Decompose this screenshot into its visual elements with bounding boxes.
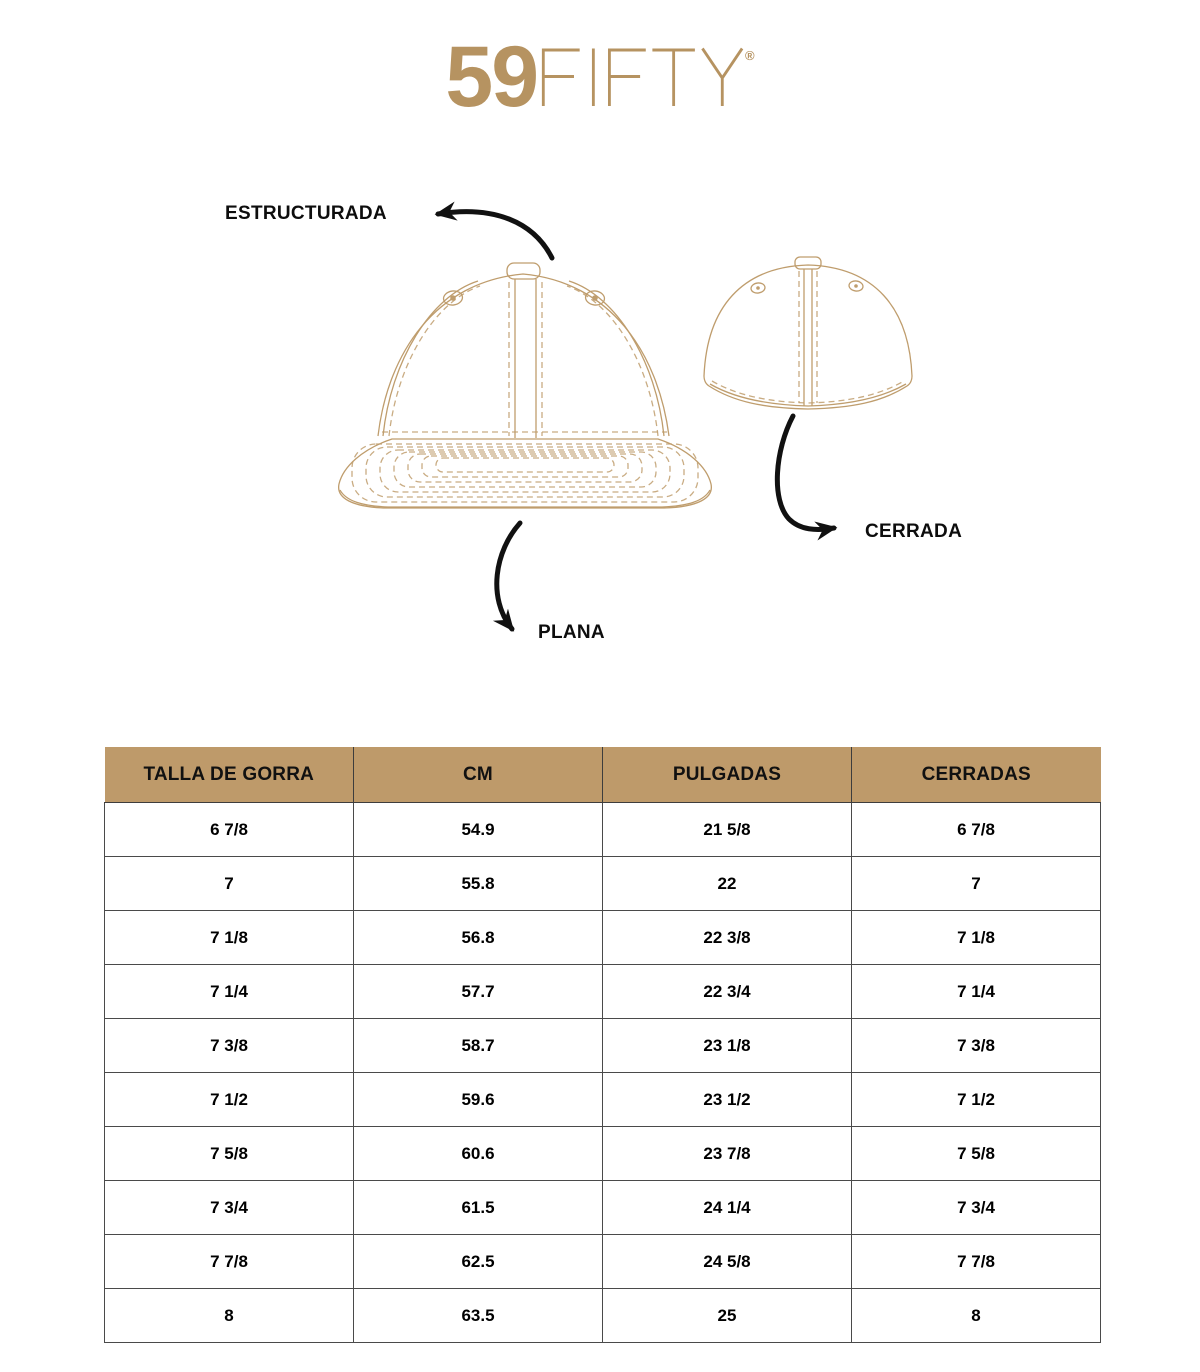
arrow-plana <box>497 523 520 629</box>
table-cell: 7 <box>852 857 1101 911</box>
table-cell: 7 7/8 <box>105 1235 354 1289</box>
label-cerrada: CERRADA <box>865 521 963 542</box>
table-cell: 23 7/8 <box>603 1127 852 1181</box>
table-cell: 7 3/4 <box>105 1181 354 1235</box>
table-cell: 7 7/8 <box>852 1235 1101 1289</box>
table-row <box>105 857 1101 911</box>
table-cell: 54.9 <box>354 803 603 857</box>
table-row <box>105 965 1101 1019</box>
table-cell: 23 1/8 <box>603 1019 852 1073</box>
table-cell: 7 5/8 <box>105 1127 354 1181</box>
table-row <box>105 1019 1101 1073</box>
column-header-talla-de-gorra: TALLA DE GORRA <box>105 747 354 803</box>
table-cell: 7 1/2 <box>852 1073 1101 1127</box>
table-row <box>105 803 1101 857</box>
table-cell: 60.6 <box>354 1127 603 1181</box>
logo-59-text: 59 <box>445 29 538 125</box>
table-cell: 6 7/8 <box>105 803 354 857</box>
column-header-cerradas: CERRADAS <box>852 747 1101 803</box>
table-cell: 6 7/8 <box>852 803 1101 857</box>
table-row <box>105 1289 1101 1343</box>
table-cell: 59.6 <box>354 1073 603 1127</box>
table-cell: 63.5 <box>354 1289 603 1343</box>
column-header-pulgadas: PULGADAS <box>603 747 852 803</box>
table-cell: 8 <box>105 1289 354 1343</box>
cap-front-view-icon <box>336 260 714 515</box>
table-cell: 22 3/8 <box>603 911 852 965</box>
table-cell: 7 3/8 <box>852 1019 1101 1073</box>
table-cell: 23 1/2 <box>603 1073 852 1127</box>
table-cell: 21 5/8 <box>603 803 852 857</box>
table-row <box>105 911 1101 965</box>
table-cell: 7 3/8 <box>105 1019 354 1073</box>
size-table-body <box>105 803 1101 1343</box>
table-cell: 22 <box>603 857 852 911</box>
size-table <box>104 747 1101 1343</box>
table-header-row <box>105 747 1101 803</box>
table-cell: 7 1/8 <box>852 911 1101 965</box>
table-cell: 58.7 <box>354 1019 603 1073</box>
table-cell: 57.7 <box>354 965 603 1019</box>
table-cell: 8 <box>852 1289 1101 1343</box>
table-cell: 7 1/8 <box>105 911 354 965</box>
table-cell: 22 3/4 <box>603 965 852 1019</box>
table-cell: 7 1/4 <box>852 965 1101 1019</box>
registered-trademark-icon: ® <box>745 48 755 63</box>
table-cell: 7 3/4 <box>852 1181 1101 1235</box>
table-cell: 7 1/4 <box>105 965 354 1019</box>
table-row <box>105 1073 1101 1127</box>
table-row <box>105 1127 1101 1181</box>
arrow-cerrada <box>777 416 834 529</box>
arrow-estructurada <box>438 212 552 258</box>
table-row <box>105 1235 1101 1289</box>
table-cell: 7 5/8 <box>852 1127 1101 1181</box>
cap-back-view-icon <box>700 255 916 410</box>
table-cell: 61.5 <box>354 1181 603 1235</box>
table-cell: 7 <box>105 857 354 911</box>
table-cell: 24 5/8 <box>603 1235 852 1289</box>
table-cell: 25 <box>603 1289 852 1343</box>
table-cell: 56.8 <box>354 911 603 965</box>
table-cell: 7 1/2 <box>105 1073 354 1127</box>
table-cell: 55.8 <box>354 857 603 911</box>
table-row <box>105 1181 1101 1235</box>
label-plana: PLANA <box>538 622 605 643</box>
table-cell: 24 1/4 <box>603 1181 852 1235</box>
label-estructurada: ESTRUCTURADA <box>225 203 387 224</box>
table-cell: 62.5 <box>354 1235 603 1289</box>
column-header-cm: CM <box>354 747 603 803</box>
